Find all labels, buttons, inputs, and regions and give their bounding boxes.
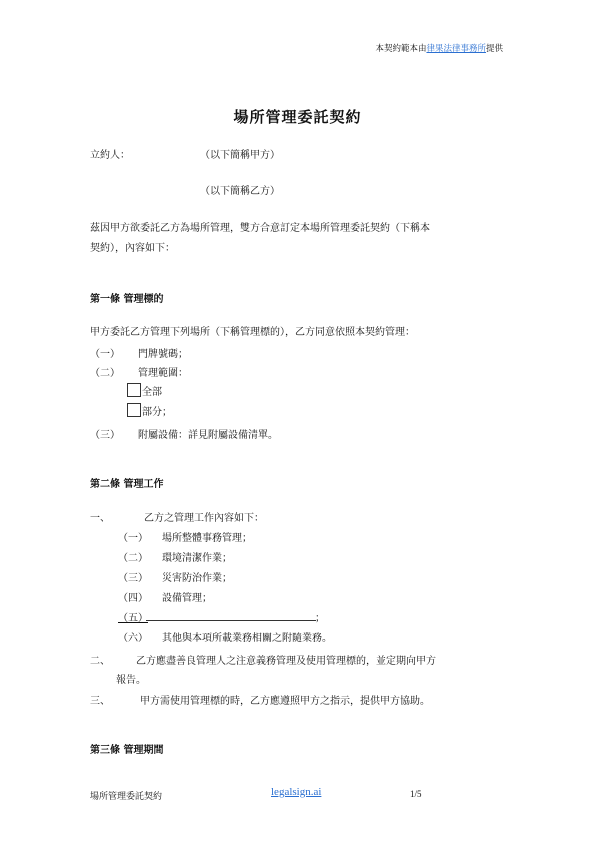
work-item-num: （二） (118, 553, 148, 564)
work-item-num: （三） (118, 573, 148, 584)
article-2-p3-num: 三、 (90, 696, 110, 707)
scope-option-all[interactable] (127, 383, 162, 398)
article-2-p2-num: 二、 (90, 656, 110, 667)
checkbox-partial[interactable] (127, 403, 141, 417)
article-2-heading: 第二條 管理工作 (90, 479, 164, 490)
intro-line-1: 茲因甲方欲委託乙方為場所管理，雙方合意訂定本場所管理委託契約（下稱本 (90, 223, 430, 234)
article-2-p2-line-1: 乙方應盡善良管理人之注意義務管理及使用管理標的，並定期向甲方 (136, 656, 436, 667)
work-item-num: （五） (118, 613, 148, 624)
work-item-num: （四） (118, 593, 148, 604)
article-1-item-text: 管理範圍： (138, 368, 188, 379)
law-firm-link[interactable]: 律果法律事務所 (426, 44, 486, 54)
page-number: 1/5 (410, 789, 422, 799)
parties-label: 立約人： (90, 150, 130, 161)
footer-site-link[interactable]: legalsign.ai (271, 786, 322, 798)
article-1-item-num: （一） (90, 349, 120, 360)
work-item-text: ； (315, 613, 325, 624)
article-1-item-num: （二） (90, 368, 120, 379)
party-b-note: （以下簡稱乙方） (200, 186, 280, 197)
article-2-p3-text: 甲方需使用管理標的時，乙方應遵照甲方之指示，提供甲方協助。 (140, 696, 430, 707)
work-item-text: 環境清潔作業； (162, 553, 232, 564)
work-item-num: （六） (118, 633, 148, 644)
checkbox-all[interactable] (127, 383, 141, 397)
work-item-text: 場所整體事務管理； (162, 533, 252, 544)
party-a-note: （以下簡稱甲方） (200, 150, 280, 161)
scope-option-partial[interactable] (127, 403, 172, 418)
option-partial-label: 部分； (142, 407, 172, 418)
work-item-text: 設備管理； (162, 593, 212, 604)
intro-line-2: 契約），內容如下： (90, 243, 175, 254)
header-suffix: 提供 (485, 44, 503, 54)
article-1-item-num: （三） (90, 430, 120, 441)
article-1-heading: 第一條 管理標的 (90, 294, 164, 305)
article-1-lead: 甲方委託乙方管理下列場所（下稱管理標的），乙方同意依照本契約管理： (90, 327, 415, 338)
blank-fill-line[interactable] (146, 620, 316, 621)
article-3-heading: 第三條 管理期間 (90, 745, 164, 756)
document-title: 場所管理委託契約 (233, 108, 362, 126)
article-2-p1-text: 乙方之管理工作內容如下： (144, 513, 264, 524)
work-item-text: 其他與本項所載業務相關之附隨業務。 (162, 633, 332, 644)
work-item-num: （一） (118, 533, 148, 544)
header-prefix: 本契約範本由 (375, 44, 427, 54)
article-2-p1-num: 一、 (90, 513, 110, 524)
option-all-label: 全部 (142, 387, 162, 398)
work-item-text: 災害防治作業； (162, 573, 232, 584)
footer-doc-title: 場所管理委託契約 (90, 792, 163, 802)
article-2-p2-line-2: 報告。 (116, 675, 146, 686)
article-1-item-text: 門牌號碼； (138, 349, 188, 360)
article-1-item-text: 附屬設備：詳見附屬設備清單。 (138, 430, 278, 441)
header-note (375, 42, 503, 54)
